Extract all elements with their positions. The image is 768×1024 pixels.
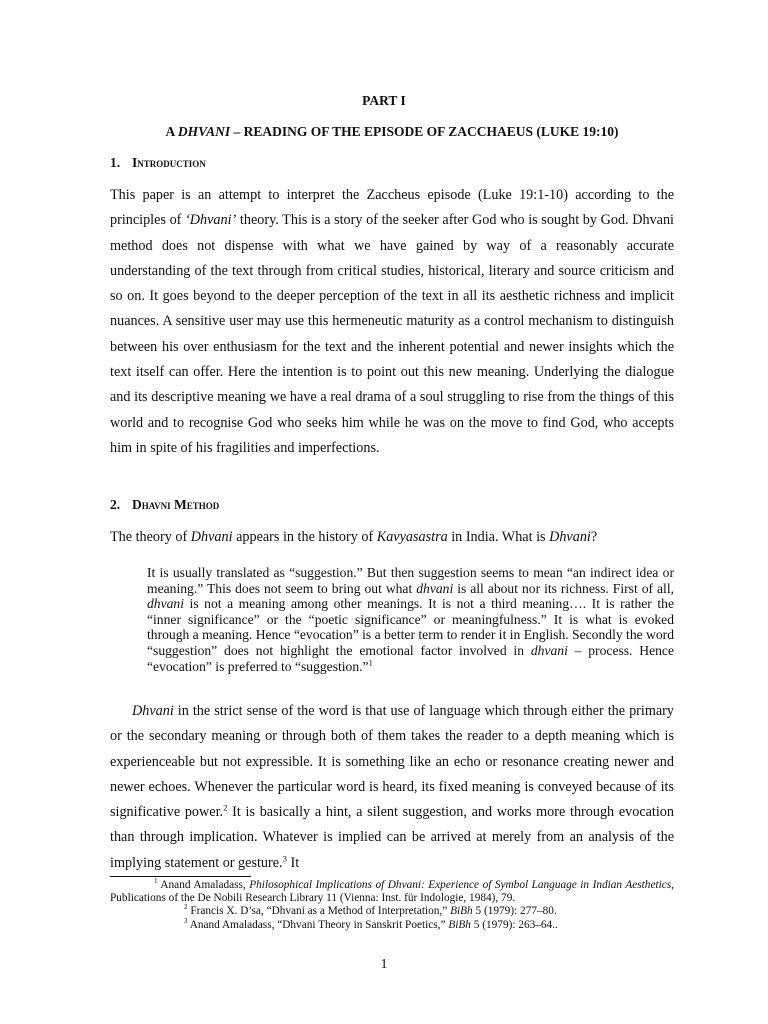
text-run: is all about nor its richness. First of all, <box>453 580 674 596</box>
text-run: The theory of <box>110 529 191 545</box>
dhvani-paragraph <box>110 699 674 876</box>
block-quote <box>147 565 674 674</box>
text-run: in the strict sense of the word is that use of language which through either the primary or the secondary meaning or through both of them takes the reader to a depth meaning which is experienceable but not expressible. It is something like an echo or resonance creating newer and newer echoes. Whenever the particular word is heard, its fixed meaning is conveyed because of its significative power. <box>110 703 674 821</box>
italic-run: dhvani <box>530 642 568 658</box>
footnote <box>110 916 674 932</box>
footnote-mark: 1 <box>154 877 158 886</box>
footnote-mark: 2 <box>184 903 188 912</box>
footnotes <box>110 879 674 932</box>
text-run: 5 (1979): 263–64.. <box>470 918 558 931</box>
title-italic: DHVANI <box>177 124 231 139</box>
text-run: Anand Amaladass, “Dhvani Theory in Sanskrit Poetics,” <box>187 918 449 931</box>
title-prefix: A <box>165 124 178 139</box>
footnote-ref[interactable]: 1 <box>368 657 373 668</box>
italic-run: Kavyasastra <box>376 529 448 545</box>
italic-run: Philosophical Implications of Dhvani: Experience of Symbol Language in Indian Aesthetics <box>249 879 672 891</box>
section-heading-method <box>110 497 219 513</box>
footnote-divider <box>110 876 251 877</box>
title-rest: – READING OF THE EPISODE OF ZACCHAEUS (LUKE 19:10) <box>230 124 619 139</box>
text-run: This paper is an attempt to interpret the Zaccheus episode (Luke 19:1-10) according to the principles of <box>110 187 674 229</box>
section-title: Dhavni Method <box>132 497 220 512</box>
text-run: 5 (1979): 277–80. <box>472 905 557 918</box>
text-run: – process. Hence “evocation” is preferred to “suggestion.” <box>147 642 674 674</box>
document-title <box>110 124 674 140</box>
part-label: PART I <box>362 93 406 108</box>
text-run: in India. What is <box>447 529 550 545</box>
section-number: 1. <box>110 155 121 170</box>
italic-run: ‘Dhvani’ <box>185 212 237 229</box>
section-heading-introduction <box>110 155 206 171</box>
text-run: , Publications of the De Nobili Research Library 11 (Vienna: Inst. für Indologie, 1984), 79. <box>110 879 674 905</box>
text-run: It is basically a hint, a silent suggestion, and works more through evocation than through implication. Whatever is implied can be arrived at merely from an analysis of the implying statement or gesture. <box>110 804 674 871</box>
text-run: theory. This is a story of the seeker after God who is sought by God. Dhvani method does not dispense with what we have gained by way of a reasonably accurate understanding of the text through from critical studies, historical, literary and source criticism and so on. It goes beyond to the deeper perception of the text in all its aesthetic richness and implicit nuances. A sensitive user may use this hermeneutic maturity as a control mechanism to distinguish between his over enthusiasm for the text and the inherent potential and newer insights which the text itself can offer. Here the intention is to point out this new meaning. Underlying the dialogue and its descriptive meaning we have a real drama of a soul struggling to rise from the things of this world and to recognise God who seeks him while he was on the move to find God, who accepts him in spite of his fragilities and imperfections. <box>110 212 674 456</box>
italic-run: BiBh <box>448 918 471 931</box>
text-run: It <box>286 854 300 871</box>
section-number: 2. <box>110 497 121 512</box>
italic-run: Dhvani <box>132 703 174 719</box>
page-number: 1 <box>380 957 388 972</box>
italic-run: Dhvani <box>190 529 233 545</box>
italic-run: dhvani <box>416 580 454 596</box>
method-intro-paragraph <box>110 525 674 550</box>
footnote <box>110 905 674 918</box>
text-run: ? <box>590 529 598 545</box>
text-run: It is usually translated as “suggestion.” But then suggestion seems to mean “an indirect idea or meaning.” This does not seem to bring out what <box>147 565 674 596</box>
section-title: Introduction <box>132 155 206 170</box>
footnote-ref[interactable]: 2 <box>223 802 228 813</box>
italic-run: Dhvani <box>549 529 591 545</box>
footnote-ref[interactable]: 3 <box>282 853 287 864</box>
italic-run: BiBh <box>450 905 473 918</box>
text-run: is not a meaning among other meanings. It is not a third meaning…. It is rather the “inner significance” or the “poetic significance” or meaningfulness.” It is what is evoked through a meaning. Hence “evocation” is a better term to render it in English. Secondly the word “suggestion” does not highlight the emotional factor involved in <box>147 596 674 658</box>
italic-run: dhvani <box>147 596 184 612</box>
footnote <box>110 879 674 905</box>
text-run: Francis X. D’sa, “Dhvani as a Method of Interpretation,” <box>187 905 451 918</box>
text-run: Anand Amaladass, <box>157 879 250 891</box>
intro-paragraph <box>110 183 674 461</box>
text-run: appears in the history of <box>232 529 377 545</box>
footnote-mark: 3 <box>184 916 188 925</box>
